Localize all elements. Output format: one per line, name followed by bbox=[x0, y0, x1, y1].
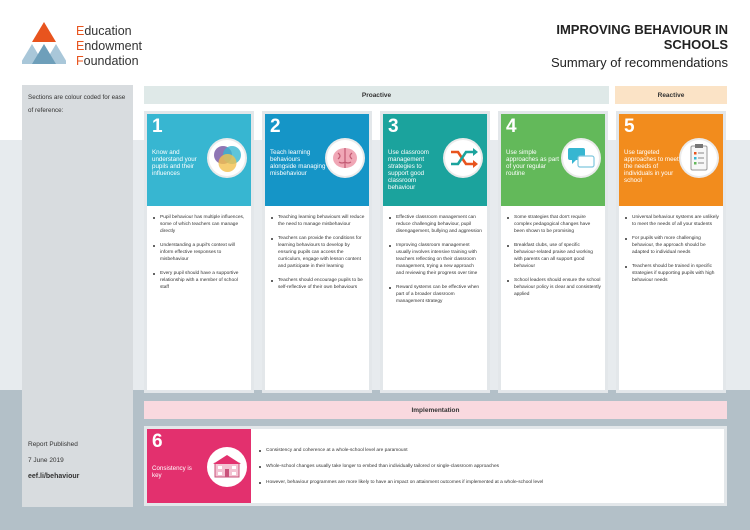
speech-bubbles-icon bbox=[561, 138, 601, 178]
bullet-point: Pupil behaviour has multiple influences, some of which teachers can manage directly bbox=[153, 214, 247, 235]
bullet-point: Every pupil should have a supportive relationship with a member of school staff bbox=[153, 270, 247, 291]
recommendation-card-5 bbox=[616, 111, 726, 393]
card-number: 6 bbox=[152, 431, 163, 452]
published-date: 7 June 2019 bbox=[28, 457, 64, 464]
bullet-point: For pupils with more challenging behaviour, the approach should be adapted to individual needs bbox=[625, 235, 719, 256]
card-number: 4 bbox=[506, 116, 517, 137]
document-subtitle: Summary of recommendations bbox=[550, 55, 728, 70]
bullet-point: School leaders should ensure the school behaviour policy is clear and consistently applied bbox=[507, 277, 601, 298]
bullet-point: Teaching learning behaviours will reduce the need to manage misbehaviour bbox=[271, 214, 365, 228]
bullet-point: Teachers should encourage pupils to be self-reflective of their own behaviours bbox=[271, 277, 365, 291]
brain-icon bbox=[325, 138, 365, 178]
bullet-point: Whole-school changes usually take longer to embed than individually tailored or single-classroom approaches bbox=[259, 463, 719, 470]
logo-wordmark bbox=[76, 24, 142, 69]
document-title: IMPROVING BEHAVIOUR IN SCHOOLS bbox=[556, 22, 728, 52]
card-header bbox=[265, 114, 369, 206]
logo-line: Education bbox=[76, 24, 132, 38]
card-header bbox=[147, 114, 251, 206]
published-label: Report Published bbox=[28, 441, 78, 448]
recommendation-card-2 bbox=[262, 111, 372, 393]
publication-info bbox=[28, 437, 79, 485]
card-number: 3 bbox=[388, 116, 399, 137]
section-header-proactive: Proactive bbox=[144, 86, 609, 104]
section-header-reactive: Reactive bbox=[615, 86, 727, 104]
bullet-point: Consistency and coherence at a whole-school level are paramount bbox=[259, 447, 719, 454]
logo-line: Endowment bbox=[76, 39, 143, 53]
card-body bbox=[153, 214, 247, 298]
bullet-point: Reward systems can be effective when part of a broader classroom management strategy bbox=[389, 284, 483, 305]
bullet-point: Effective classroom management can reduce challenging behaviour, pupil disengagement, bullying and aggression bbox=[389, 214, 483, 235]
card-header bbox=[619, 114, 723, 206]
card-title: Teach learning behaviours alongside managing misbehaviour bbox=[270, 149, 326, 177]
bullet-point: Some strategies that don't require complex pedagogical changes have been shown to be promising bbox=[507, 214, 601, 235]
bullet-point: Breakfast clubs, use of specific behaviour-related praise and working with parents can all support good behaviour bbox=[507, 242, 601, 270]
implementation-card bbox=[144, 426, 727, 506]
colour-code-note: Sections are colour coded for ease of reference: bbox=[28, 94, 126, 114]
venn-circles-icon bbox=[207, 138, 247, 178]
card-header bbox=[383, 114, 487, 206]
card-number: 2 bbox=[270, 116, 281, 137]
recommendation-card-3 bbox=[380, 111, 490, 393]
eef-logo bbox=[22, 20, 152, 70]
clipboard-checklist-icon bbox=[679, 138, 719, 178]
card-body bbox=[507, 214, 601, 305]
card-header bbox=[501, 114, 605, 206]
shuffle-arrows-icon bbox=[443, 138, 483, 178]
card-title: Use targeted approaches to meet the needs of individuals in your school bbox=[624, 149, 679, 184]
card-title: Use simple approaches as part of your regular routine bbox=[506, 149, 559, 177]
card-number: 5 bbox=[624, 116, 635, 137]
recommendation-card-4 bbox=[498, 111, 608, 393]
bullet-point: However, behaviour programmes are more likely to have an impact on attainment outcomes if implemented at a whole-school level bbox=[259, 479, 719, 486]
logo-line: Foundation bbox=[76, 54, 139, 68]
card-title: Know and understand your pupils and their influences bbox=[152, 149, 197, 177]
card-body bbox=[625, 214, 719, 291]
bullet-point: Universal behaviour systems are unlikely to meet the needs of all your students bbox=[625, 214, 719, 228]
bullet-point: Understanding a pupil's context will inform effective responses to misbehaviour bbox=[153, 242, 247, 263]
bullet-point: Teachers can provide the conditions for learning behaviours to develop by ensuring pupils can access the curriculum, engage with lesson content and participate in their learning bbox=[271, 235, 365, 270]
section-header-implementation: Implementation bbox=[144, 401, 727, 419]
recommendation-card-1 bbox=[144, 111, 254, 393]
left-sidebar bbox=[22, 85, 133, 507]
bullet-point: Improving classroom management usually involves intensive training with teachers reflecting on their classroom management, trying a new approach and reviewing their progress over time bbox=[389, 242, 483, 277]
card-body bbox=[271, 214, 365, 298]
school-building-icon bbox=[207, 447, 247, 487]
card-body bbox=[389, 214, 483, 312]
eef-triangles-icon bbox=[22, 20, 66, 66]
report-url: eef.li/behaviour bbox=[28, 473, 80, 480]
card-title: Use classroom management strategies to support good classroom behaviour bbox=[388, 149, 429, 191]
card-title: Consistency is key bbox=[152, 465, 192, 479]
card-body bbox=[259, 447, 719, 495]
bullet-point: Teachers should be trained in specific strategies if supporting pupils with high behaviour needs bbox=[625, 263, 719, 284]
card-number: 1 bbox=[152, 116, 163, 137]
card-header bbox=[147, 429, 251, 503]
